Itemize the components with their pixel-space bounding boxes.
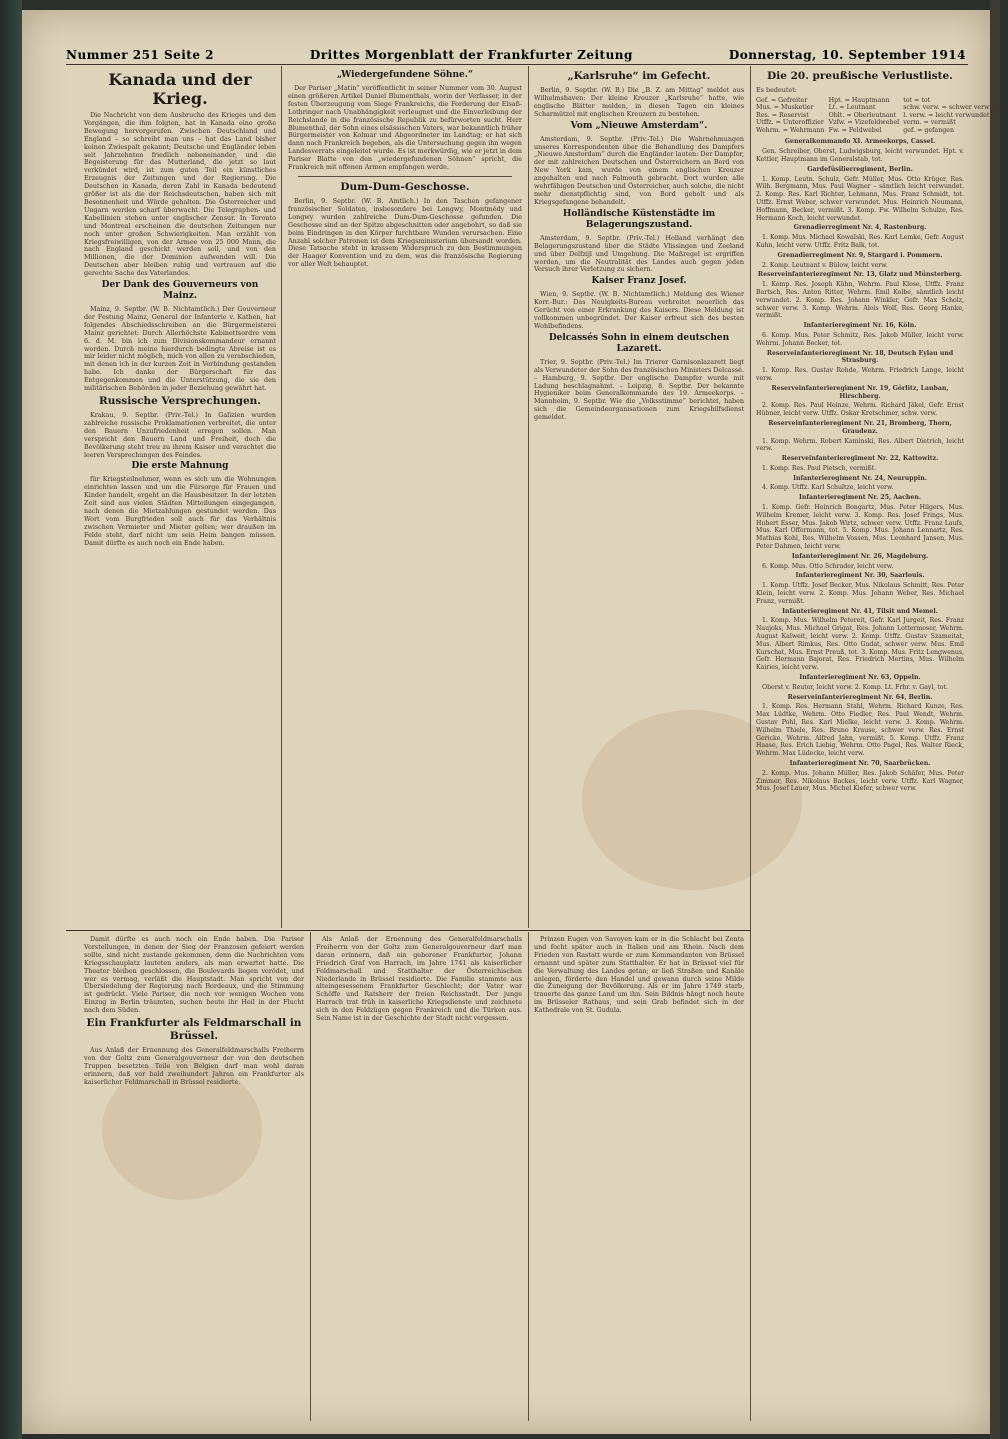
article-title: Russische Versprechungen.: [99, 395, 261, 407]
regiment-name: Reserveinfanterieregiment Nr. 21, Bromberg, Thorn, Graudenz.: [768, 419, 952, 435]
legend-entry: Utffz. = Unteroffizier: [756, 119, 824, 127]
regiment-name: Reserveinfanterieregiment Nr. 13, Glatz und Münsterberg.: [757, 271, 963, 279]
legend-entry: Hpt. = Hauptmann: [828, 96, 890, 104]
regiment-name: Grenadierregiment Nr. 9, Stargard i. Pommern.: [777, 251, 943, 259]
regiment-casualties: 1. Komp. Mus. Wilhelm Petereit, Gefr. Karl Jurgeit, Res. Franz Naujoks, Mus. Michael Grigat, Res. Johann Lottermoser, Wehrm. August Kalweit, leicht verw. 2. Komp. Utffz. Gustav Szameitat, Mus. Albert Rimkus, Res. Otto Gudat, schwer verw. Mus. Emil Kurschat, Mus. Ernst Preuß, tot. 3. Komp. Mus. Fritz Lengwenus, Gefr. Hermann Bajorat, Res. Friedrich Mertins, Mus. Wilhelm Kairies, leicht verw.: [756, 617, 964, 672]
article-title: Ein Frankfurter als Feldmarschall in Brüssel.: [86, 1017, 302, 1043]
regiment-casualties: 1. Komp. Leutn. Schulz, Gefr. Müller, Mus. Otto Krüger, Res. Wilh. Bergmann, Mus. Paul Wagner – sämtlich leicht verwundet. 2. Komp. Res. Karl Richter, Lehmann, Mus. Franz Schmidt, tot. Utffz. Ernst Weber, schwer verwundet. Mus. Heinrich Neumann, Hoffmann, Becker, vermißt. 3. Komp. Fw. Wilhelm Schulze, Res. Hermann Koch, leicht verwundet.: [756, 175, 964, 222]
regiment-casualties: 6. Komp. Mus. Peter Schmitz, Res. Jakob Müller, leicht verw. Wehrm. Johann Becker, tot.: [756, 331, 964, 347]
header-rule: [66, 64, 968, 65]
regiment-casualties: 4. Komp. Utffz. Karl Schultze, leicht verw.: [762, 484, 894, 492]
column-rule: [310, 932, 311, 1421]
legend-entry: verm. = vermißt: [903, 119, 956, 127]
article-title: Vom „Nieuwe Amsterdam“.: [570, 120, 708, 131]
legend-entry: l. verw. = leicht verwundet: [903, 111, 990, 119]
regiment-casualties: Gen. Schreiber, Oberst, Ludwigsburg, leicht verwundet. Hpt. v. Kettler, Hauptmann im Generalstab, tot.: [756, 148, 964, 163]
legend-entry: gef. = gefangen: [903, 126, 955, 134]
article-title: Holländische Küstenstädte im Belagerungszustand.: [562, 208, 716, 230]
regiment-name: Reserveinfanterieregiment Nr. 18, Deutsch Eylau und Strasburg.: [766, 349, 954, 365]
legend-entry: Mus. = Musketier: [756, 104, 814, 112]
regiment-name: Infanterieregiment Nr. 26, Magdeburg.: [791, 552, 929, 560]
regiment-name: Infanterieregiment Nr. 41, Tilsit und Memel.: [782, 607, 938, 615]
article-body: Damit dürfte es auch noch ein Ende haben. Die Pariser Vorstellungen, in denen der Sieg der Franzosen gefeiert werden sollte, sind nicht zustande gekommen, denn die Nachrichten vom Kriegsschauplatz lauteten anders, als man erwartet hatte. Die Theater bleiben geschlossen, die Boulevards liegen verödet, und wer es vermag, verläßt die Hauptstadt. Man spricht von der Übersiedelung der Regierung nach Bordeaux, und die Stimmung ist gedrückt. Viele Pariser, die noch vor wenigen Wochen vom Einzug in Berlin träumten, suchen heute ihr Heil in der Flucht nach dem Süden.: [84, 935, 304, 1015]
regiment-name: Infanterieregiment Nr. 16, Köln.: [803, 322, 917, 330]
page-edge: [990, 0, 1000, 1439]
bottom-column-3: [534, 936, 744, 1420]
regiment-name: Reserveinfanterieregiment Nr. 64, Berlin.: [787, 693, 933, 701]
legend-entry: Oblt. = Oberleutnant: [828, 111, 897, 119]
article-body: Der Pariser „Matin“ veröffentlicht in seiner Nummer vom 30. August einen größeren Artikel Daniel Blumenthals, worin der Verfasser, in der festen Überzeugung vom Siege Frankreichs, die Forderung der Elsaß-Lothringer nach Unabhängigkeit verleugnet und die Einverleibung der Reichslande in die französische Republik zu befürworten sucht. Herr Blumenthal, der Sohn eines elsässischen Vaters, war bekanntlich früher Bürgermeister von Kolmar und Abgeordneter im Landtag; er hat sich dann nach Frankreich begeben, als die Untersuchung gegen ihn wegen Landesverrats eingeleitet wurde. Es ist merkwürdig, wie er jetzt in dem Pariser Blatte von den „wiedergefundenen Söhnen“ spricht, die Frankreich mit offenen Armen empfangen werde.: [288, 84, 522, 172]
legend-entry: Vzfw. = Vizefeldwebel: [828, 119, 900, 127]
article-title: „Karlsruhe“ im Gefecht.: [567, 70, 711, 82]
article-title: Delcassés Sohn in einem deutschen Lazarett.: [548, 332, 730, 354]
column-rule: [528, 932, 529, 1421]
casualty-list-column: [756, 68, 1008, 1420]
regiment-casualties: 1. Komp. Res. Hermann Stahl, Wehrm. Richard Kunze, Res. Max Lüdtke, Wehrm. Otto Fiedler, Res. Paul Wendt, Wehrm. Gustav Pohl, Res. Karl Mielke, leicht verw. 3. Komp. Wehrm. Wilhelm Thiele, Res. Bruno Krause, schwer verw. Res. Ernst Gericke, Wehrm. Alfred Jahn, vermißt. 5. Komp. Utffz. Franz Haase, Res. Erich Liebig, Wehrm. Otto Pagel, Res. Walter Rieck, Wehrm. Max Lüdecke, leicht verw.: [756, 703, 964, 758]
article-body: Berlin, 9. Septbr. (W. B. Amtlich.) In den Taschen gefangener französischer Soldaten, insbesondere bei Longwy, Montmédy und Longwy wurden zahlreiche Dum-Dum-Geschosse gefunden. Die Geschosse sind an der Spitze abgeschnitten oder angebohrt, so daß sie beim Eindringen in den Körper furchtbare Wunden verursachen. Eine Anzahl solcher Patronen ist dem Kriegsministerium übersandt worden. Diese Tatsache steht in krassem Widerspruch zu den Bestimmungen der Haager Konvention und zu dem, was die französische Regierung vor aller Welt behauptet.: [288, 196, 522, 269]
regiment-name: Infanterieregiment Nr. 24, Neuruppin.: [793, 474, 927, 482]
regiment-name: Infanterieregiment Nr. 63, Oppeln.: [799, 674, 921, 682]
regiment-casualties: 1. Komp. Utffz. Josef Becker, Mus. Nikolaus Schmitt, Res. Peter Klein, leicht verw. 2. Komp. Mus. Johann Weber, Res. Michael Franz, vermißt.: [756, 582, 964, 605]
article-title: Der Dank des Gouverneurs von Mainz.: [101, 280, 259, 302]
article-body: Trier, 9. Septbr. (Priv.-Tel.) Im Trierer Garnisonlazarett liegt als Verwundeter der Sohn des französischen Ministers Delcassé. – Hamburg, 9. Septbr. Der englische Dampfer wurde mit Ladung beschlagnahmt. – Leipzig, 8. Septbr. Der bekannte Hygieniker beim Generalkommando des 19. Armeekorps. – Mannheim, 9. Septbr. Wie die „Volksstimme“ berichtet, haben sich die Gemeindeorganisationen zum Kriegshilfsdienst gemeldet.: [534, 357, 744, 422]
newspaper-title: Drittes Morgenblatt der Frankfurter Zeitung: [309, 48, 633, 62]
article-body: Prinzen Eugen von Savoyen kam er in die Schlacht bei Zenta und focht später auch in Italien und am Rhein. Nach dem Frieden von Rastatt wurde er zum Kommandanten von Brüssel ernannt und später zum Statthalter. Er hat in Brüssel viel für die Verwaltung des Landes getan; er ließ Straßen und Kanäle anlegen, förderte den Handel und gewann durch seine Milde die Zuneigung der Bevölkerung. Als er im Jahre 1749 starb, trauerte das ganze Land um ihn. Sein Bildnis hängt noch heute im Brüsseler Rathaus, und sein Grab befindet sich in der Kathedrale von St. Gudula.: [534, 935, 744, 1015]
regiment-casualties: 1. Komp. Res. Joseph Kühn, Wehrm. Paul Klose, Utffz. Franz Bartsch, Res. Anton Ritter, Wehrm. Emil Kolbe, sämtlich leicht verwundet. 2. Komp. Res. Johann Winkler, Gefr. Max Scholz, schwer verw. 3. Komp. Wehrm. Alois Wolf, Res. Georg Hanke, vermißt.: [756, 281, 964, 320]
regiment-name: Grenadierregiment Nr. 4, Rastenburg.: [793, 224, 927, 232]
legend-entry: Gef. = Gefreiter: [756, 96, 808, 104]
article-body: Als Anlaß der Ernennung des Generalfeldmarschalls Freiherrn von der Goltz zum Generalgouverneur darf man daran erinnern, daß ein geborener Frankfurter, Johann Friedrich Graf von Harrach, im Jahre 1741 als kaiserlicher Feldmarschall und Statthalter der Österreichischen Niederlande in Brüssel residierte. Die Familie stammte aus alteingesessenem Frankfurter Geschlecht; der Vater war Schöffe und Ratsherr der freien Reichsstadt. Der junge Harrach trat früh in kaiserliche Kriegsdienste und zeichnete sich in den Feldzügen gegen Frankreich und die Türken aus. Sein Name ist in der Geschichte der Stadt nicht vergessen.: [316, 935, 522, 1023]
article-body: Krakau, 9. Septbr. (Priv.-Tel.) In Galizien wurden zahlreiche russische Proklamationen verbreitet, die unter den Bauern Unzufriedenheit erregen sollen. Man verspricht den Bauern Land und Freiheit, doch die Bevölkerung steht treu zu ihrem Kaiser und verachtet die leeren Versprechungen des Feindes.: [84, 411, 276, 459]
issue-number: Nummer 251 Seite 2: [66, 48, 215, 62]
article-body: Die Nachricht von dem Ausbruche des Krieges und den Vorgängen, die ihm folgten, hat in Kanada eine große Bewegung hervorgerufen. Zwischen Deutschland und England – so schreibt man uns – hat das Land bisher keinen Zwiespalt gekannt; Deutsche und Engländer leben seit Jahrzehnten friedlich nebeneinander, und die Begeisterung für das Mutterland, die jetzt so laut verkündet wird, ist zum guten Teil ein künstliches Erzeugnis der Zeitungen und der Regierung. Die Deutschen in Kanada, deren Zahl in Kanada bedeutend größer ist als die der Reichsdeutschen, haben sich mit Besonnenheit und Würde gehalten. Die Österreicher und Ungarn werden scharf überwacht. Die Telegraphen- und Kabellinien stehen unter englischer Zensur. In Toronto und Montreal erscheinen die deutschen Zeitungen nur noch unter großen Schwierigkeiten. Man erzählt von Kriegsfreiwilligen, von der Armee von 25 000 Mann, die nach England geschickt werden soll, und von den Millionen, die der Dominion aufwenden will. Die Deutschen aber bleiben ruhig und vertrauen auf die gerechte Sache des Vaterlandes.: [84, 111, 276, 278]
article-title: Die 20. preußische Verlustliste.: [767, 70, 953, 82]
article-body: Mainz, 9. Septbr. (W. B. Nichtamtlich.) Der Gouverneur der Festung Mainz, General der Infanterie v. Kathen, hat folgendes Abschiedsschreiben an die Bürgermeisterei Mainz gerichtet: Durch Allerhöchste Kabinettsordre vom 6. d. M. bin ich zum Divisionskommandeur ernannt worden. Durch meine hierdurch bedingte Abreise ist es mir leider nicht möglich, mich von allen zu verabschieden, mit denen ich in der kurzen Zeit in Verbindung gestanden habe. Ich danke der Bürgerschaft für das Entgegenkommen und die Unterstützung, die sie den militärischen Behörden in jeder Beziehung gewährt hat.: [84, 305, 276, 393]
article-title: „Wiedergefundene Söhne.“: [336, 70, 474, 80]
article-title: Kanada und der Krieg.: [108, 70, 252, 108]
section-rule: [66, 930, 750, 931]
article-body: Amsterdam, 9. Septbr. (Priv.-Tel.) Die Wahrnehmungen unseres Korrespondenten über die Behandlung des Dampfers „Nieuwe Amsterdam“ durch die Engländer lauten: Der Dampfer, der mit zahlreichen Deutschen und Österreichern an Bord von New York kam, wurde von einem englischen Kreuzer angehalten und nach Falmouth gebracht. Dort wurden alle wehrfähigen Deutschen und Österreicher, auch solche, die nicht mehr dienstpflichtig sind, von Bord geholt und als Kriegsgefangene behandelt.: [534, 134, 744, 206]
column-2: [288, 68, 522, 930]
legend-entry: Wehrm. = Wehrmann: [756, 126, 825, 134]
regiment-name: Generalkommando XI. Armeekorps, Cassel.: [784, 138, 936, 146]
regiment-casualties: 2. Komp. Leutnant v. Bülow, leicht verw.: [762, 261, 888, 269]
page-header: [66, 40, 966, 62]
article-body: Amsterdam, 9. Septbr. (Priv.-Tel.) Holland verhängt den Belagerungszustand über die Städte Vlissingen und Zeeland und über Delfzijl und Umgebung. Die Maßregel ist ergriffen worden, um die Neutralität des Landes auch gegen jeden Versuch ihrer Verletzung zu sichern.: [534, 233, 744, 274]
regiment-casualties: 1. Komp. Mus. Michael Kowalski, Res. Karl Lemke, Gefr. August Kuhn, leicht verw. Utffz. Fritz Balk, tot.: [756, 234, 964, 249]
article-title: Dum-Dum-Geschosse.: [340, 180, 470, 193]
regiment-casualties: 1. Komp. Gefr. Heinrich Bongartz, Mus. Peter Hilgers, Mus. Wilhelm Kremer, leicht verw. 3. Komp. Res. Josef Frings, Mus. Hubert Esser, Mus. Jakob Wirtz, schwer verw. Utffz. Franz Laufs, Mus. Karl Offermann, tot. 5. Komp. Mus. Johann Lennartz, Res. Mathias Kohl, Res. Wilhelm Vossen, Mus. Leonhard Jansen, Mus. Peter Dahmen, leicht verw.: [756, 504, 964, 551]
legend-entry: Lt. = Leutnant: [828, 104, 876, 112]
regiment-name: Infanterieregiment Nr. 25, Aachen.: [798, 494, 921, 502]
regiment-casualties: 1. Komp. Res. Gustav Rohde, Wehrm. Friedrich Lange, leicht verw.: [756, 367, 964, 382]
article-title: Die erste Mahnung: [131, 461, 229, 472]
regiment-casualties: 2. Komp. Res. Paul Heinze, Wehrm. Richard Jäkel, Gefr. Ernst Hübner, leicht verw. Utffz. Oskar Kretschmer, schw. verw.: [756, 402, 964, 418]
column-rule: [281, 66, 282, 928]
column-1: [84, 68, 276, 930]
legend-entry: Fw. = Feldwebel: [828, 126, 882, 134]
article-body: für Kriegsteilnehmer, wenn es sich um die Wohnungen einrichten lassen und um die Fürsorge für Frauen und Kinder handelt, ergeht an die Hausbesitzer. In der letzten Zeit sind aus vielen Städten Mitteilungen eingegangen, nach denen die Mietzahlungen gestundet werden. Das Wort vom Burgfrieden soll auch für das Verhältnis zwischen Vermieter und Mieter gelten; wer draußen im Felde steht, darf nicht um sein Heim bangen müssen. Damit dürfte es auch noch ein Ende haben.: [84, 475, 276, 547]
article-body: Wien, 9. Septbr. (W. B. Nichtamtlich.) Meldung des Wiener Korr.-Bur.: Das Neuigkeits-Bureau verbreitet neuerlich das Gerücht von einer Erkrankung des Kaisers. Diese Meldung ist vollkommen unbegründet. Der Kaiser erfreut sich des besten Wohlbefindens.: [534, 290, 744, 330]
book-binding: [0, 0, 22, 1439]
regiment-name: Reserveinfanterieregiment Nr. 19, Görlitz, Lauban, Hirschberg.: [771, 384, 949, 400]
bottom-column-2: [316, 936, 522, 1420]
article-body: Berlin, 9. Septbr. (W. B.) Die „B. Z. am Mittag“ meldet aus Wilhelmshaven: Der kleine Kreuzer „Karlsruhe“ hatte, wie englische Blätter melden, in diesen Tagen ein kleines Scharmützel mit englischen Kreuzern zu bestehen.: [534, 86, 744, 118]
regiment-casualties: Oberst v. Reuter, leicht verw. 2. Komp. Lt. Frhr. v. Gayl, tot.: [762, 683, 948, 691]
legend-intro: Es bedeutet:: [756, 86, 797, 94]
legend-entry: Res. = Reservist: [756, 111, 809, 119]
regiment-name: Infanterieregiment Nr. 30, Saarlouis.: [795, 572, 925, 580]
regiment-name: Gardefüsilierregiment, Berlin.: [807, 165, 913, 173]
regiment-list: [756, 138, 964, 793]
regiment-casualties: 2. Komp. Mus. Johann Müller, Res. Jakob Schäfer, Mus. Peter Zimmer, Res. Nikolaus Backes, leicht verw. Utffz. Karl Wagner, Mus. Josef Lauer, Mus. Michel Kiefer, schwer verw.: [756, 769, 964, 793]
regiment-name: Infanterieregiment Nr. 70, Saarbrücken.: [789, 759, 931, 767]
column-rule: [750, 66, 751, 1421]
article-title: Kaiser Franz Josef.: [591, 276, 687, 287]
bottom-column-1: [84, 936, 304, 1420]
abbreviation-legend: [756, 96, 1008, 135]
regiment-name: Reserveinfanterieregiment Nr. 22, Kattowitz.: [781, 455, 939, 463]
column-3: [534, 68, 744, 930]
article-body: Aus Anlaß der Ernennung des Generalfeldmarschalls Freiherrn von der Goltz zum Generalgouverneur der von den deutschen Truppen besetzten Teile von Belgien darf man wohl daran erinnern, daß vor bald zweihundert Jahren ein Frankfurter als kaiserlicher Feldmarschall in Brüssel residierte.: [84, 1046, 304, 1086]
article-separator: [298, 176, 512, 177]
legend-entry: tot = tot: [903, 96, 931, 104]
regiment-casualties: 1. Komp. Res. Paul Pietsch, vermißt.: [762, 464, 877, 472]
legend-entry: schw. verw. = schwer verwundet: [903, 104, 1008, 112]
column-rule: [528, 66, 529, 928]
regiment-casualties: 1. Komp. Wehrm. Robert Kaminski, Res. Albert Dietrich, leicht verw.: [756, 437, 964, 453]
regiment-casualties: 6. Komp. Mus. Otto Schrader, leicht verw.: [762, 562, 894, 570]
issue-date: Donnerstag, 10. September 1914: [728, 48, 966, 62]
